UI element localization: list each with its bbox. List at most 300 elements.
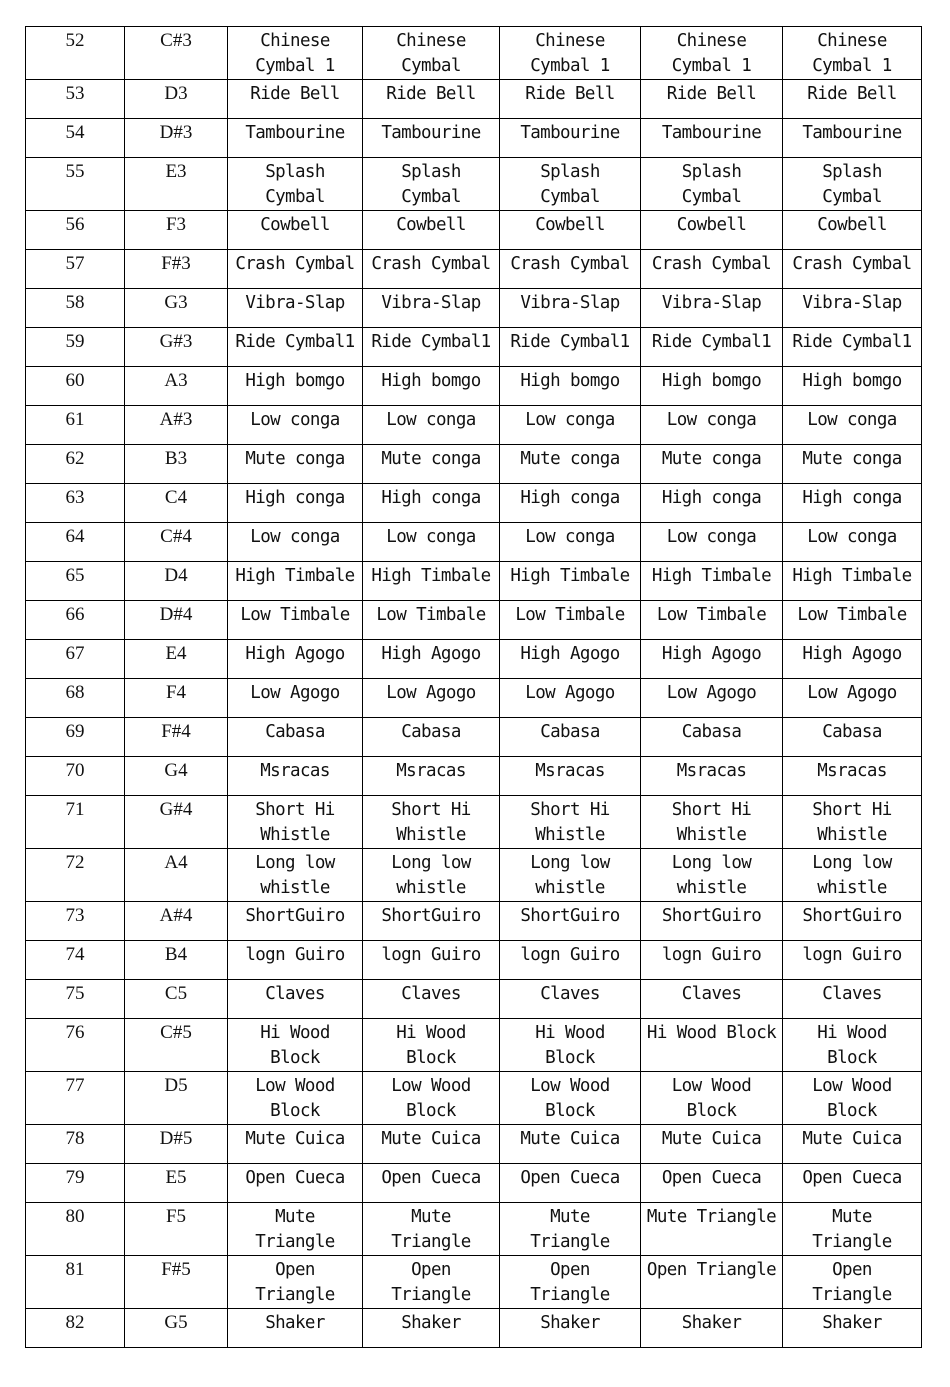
- instrument-cell: Low Timbale: [783, 601, 922, 640]
- instrument-line: Whistle: [396, 825, 466, 845]
- instrument-line: Mute: [832, 1207, 872, 1227]
- table-row: [26, 1019, 922, 1072]
- instrument-cell: Low conga: [641, 406, 783, 445]
- instrument-cell: Shaker: [228, 1309, 363, 1348]
- instrument-cell: Cabasa: [228, 718, 363, 757]
- instrument-line: Splash: [822, 162, 882, 182]
- instrument-cell: Tambourine: [363, 119, 500, 158]
- instrument-cell: Mute Cuica: [641, 1125, 783, 1164]
- instrument-cell: High Timbale: [500, 562, 641, 601]
- table-row: [26, 27, 922, 80]
- instrument-line: Hi Wood: [260, 1023, 330, 1043]
- note-number-cell: 56: [26, 211, 125, 250]
- instrument-cell: [641, 158, 783, 211]
- instrument-cell: Cowbell: [363, 211, 500, 250]
- instrument-cell: Msracas: [228, 757, 363, 796]
- instrument-cell: Ride Bell: [363, 80, 500, 119]
- note-name-cell: E5: [125, 1164, 228, 1203]
- instrument-line: Triangle: [391, 1232, 471, 1252]
- instrument-line: Cymbal: [401, 187, 461, 207]
- instrument-cell: Ride Cymbal1: [783, 328, 922, 367]
- instrument-cell: [363, 1203, 500, 1256]
- note-name-cell: D#4: [125, 601, 228, 640]
- instrument-cell: Cowbell: [500, 211, 641, 250]
- note-name-cell: D#3: [125, 119, 228, 158]
- note-name-cell: C#5: [125, 1019, 228, 1072]
- note-number-cell: 54: [26, 119, 125, 158]
- instrument-cell: [228, 1019, 363, 1072]
- instrument-cell: Cowbell: [641, 211, 783, 250]
- instrument-line: Low Wood: [391, 1076, 471, 1096]
- instrument-cell: Claves: [500, 980, 641, 1019]
- instrument-line: Triangle: [530, 1232, 610, 1252]
- instrument-line: Open: [411, 1260, 451, 1280]
- instrument-cell: High Agogo: [783, 640, 922, 679]
- instrument-cell: [641, 796, 783, 849]
- instrument-cell: Shaker: [641, 1309, 783, 1348]
- table-row: [26, 757, 922, 796]
- instrument-cell: Vibra-Slap: [783, 289, 922, 328]
- instrument-cell: Mute conga: [363, 445, 500, 484]
- instrument-cell: Msracas: [783, 757, 922, 796]
- instrument-line: Whistle: [817, 825, 887, 845]
- note-number-cell: 62: [26, 445, 125, 484]
- instrument-line: Open: [275, 1260, 315, 1280]
- instrument-line: Cymbal: [265, 187, 325, 207]
- instrument-cell: Msracas: [363, 757, 500, 796]
- table-row: [26, 1256, 922, 1309]
- instrument-cell: [363, 1019, 500, 1072]
- instrument-cell: [228, 1256, 363, 1309]
- instrument-cell: [500, 1256, 641, 1309]
- table-row: [26, 445, 922, 484]
- instrument-cell: Low conga: [783, 406, 922, 445]
- instrument-line: Triangle: [255, 1232, 335, 1252]
- instrument-cell: Low Timbale: [641, 601, 783, 640]
- table-row: [26, 1072, 922, 1125]
- instrument-line: Long low: [812, 853, 892, 873]
- instrument-cell: [363, 796, 500, 849]
- table-row: [26, 211, 922, 250]
- instrument-cell: Low Agogo: [500, 679, 641, 718]
- note-number-cell: 69: [26, 718, 125, 757]
- instrument-line: Cymbal 1: [255, 56, 335, 76]
- instrument-line: Mute: [275, 1207, 315, 1227]
- note-number-cell: 63: [26, 484, 125, 523]
- instrument-cell: Mute Cuica: [500, 1125, 641, 1164]
- note-number-cell: 71: [26, 796, 125, 849]
- instrument-line: Chinese: [817, 31, 887, 51]
- instrument-cell: Ride Bell: [641, 80, 783, 119]
- instrument-line: Triangle: [391, 1285, 471, 1305]
- instrument-cell: Low conga: [783, 523, 922, 562]
- note-name-cell: F5: [125, 1203, 228, 1256]
- instrument-cell: Hi Wood Block: [641, 1019, 783, 1072]
- instrument-line: Block: [270, 1048, 320, 1068]
- instrument-line: whistle: [535, 878, 605, 898]
- instrument-cell: [783, 27, 922, 80]
- table-row: [26, 158, 922, 211]
- instrument-cell: Claves: [228, 980, 363, 1019]
- instrument-line: Triangle: [812, 1285, 892, 1305]
- instrument-cell: Low Timbale: [500, 601, 641, 640]
- instrument-line: Cymbal 1: [671, 56, 752, 76]
- instrument-cell: ShortGuiro: [783, 902, 922, 941]
- instrument-line: Low Wood: [530, 1076, 610, 1096]
- instrument-line: Chinese: [676, 31, 747, 51]
- instrument-cell: High Agogo: [641, 640, 783, 679]
- instrument-cell: Open Cueca: [228, 1164, 363, 1203]
- instrument-line: whistle: [260, 878, 330, 898]
- table-row: [26, 980, 922, 1019]
- instrument-cell: [500, 27, 641, 80]
- instrument-line: Triangle: [530, 1285, 610, 1305]
- instrument-cell: [783, 1019, 922, 1072]
- instrument-cell: Crash Cymbal: [228, 250, 363, 289]
- instrument-cell: [228, 27, 363, 80]
- instrument-cell: [228, 849, 363, 902]
- instrument-line: Chinese: [396, 31, 466, 51]
- instrument-cell: Open Triangle: [641, 1256, 783, 1309]
- instrument-cell: Ride Bell: [783, 80, 922, 119]
- instrument-line: Short Hi: [671, 800, 752, 820]
- instrument-cell: Open Cueca: [641, 1164, 783, 1203]
- instrument-cell: High conga: [363, 484, 500, 523]
- instrument-cell: High Timbale: [783, 562, 922, 601]
- note-name-cell: C5: [125, 980, 228, 1019]
- instrument-cell: Low conga: [228, 406, 363, 445]
- table-row: [26, 1203, 922, 1256]
- instrument-cell: Tambourine: [228, 119, 363, 158]
- table-row: [26, 328, 922, 367]
- table-row: [26, 1164, 922, 1203]
- instrument-cell: logn Guiro: [641, 941, 783, 980]
- note-name-cell: A3: [125, 367, 228, 406]
- table-row: [26, 796, 922, 849]
- note-number-cell: 67: [26, 640, 125, 679]
- instrument-cell: logn Guiro: [363, 941, 500, 980]
- instrument-line: Whistle: [535, 825, 605, 845]
- instrument-line: Cymbal 1: [812, 56, 892, 76]
- instrument-line: Cymbal: [822, 187, 882, 207]
- instrument-line: whistle: [396, 878, 466, 898]
- note-number-cell: 68: [26, 679, 125, 718]
- instrument-cell: Low conga: [500, 406, 641, 445]
- note-number-cell: 55: [26, 158, 125, 211]
- instrument-cell: High Agogo: [363, 640, 500, 679]
- instrument-cell: [783, 1072, 922, 1125]
- table-row: [26, 523, 922, 562]
- instrument-cell: [641, 27, 783, 80]
- instrument-cell: High Timbale: [641, 562, 783, 601]
- note-number-cell: 70: [26, 757, 125, 796]
- instrument-cell: [228, 1072, 363, 1125]
- table-row: [26, 119, 922, 158]
- instrument-cell: Ride Bell: [500, 80, 641, 119]
- note-number-cell: 66: [26, 601, 125, 640]
- instrument-cell: Claves: [363, 980, 500, 1019]
- note-number-cell: 74: [26, 941, 125, 980]
- note-name-cell: C4: [125, 484, 228, 523]
- instrument-cell: Cabasa: [641, 718, 783, 757]
- instrument-line: whistle: [676, 878, 747, 898]
- instrument-cell: High Timbale: [363, 562, 500, 601]
- note-number-cell: 76: [26, 1019, 125, 1072]
- note-name-cell: G5: [125, 1309, 228, 1348]
- instrument-cell: Tambourine: [500, 119, 641, 158]
- note-name-cell: D3: [125, 80, 228, 119]
- instrument-cell: Low conga: [228, 523, 363, 562]
- instrument-cell: Shaker: [500, 1309, 641, 1348]
- instrument-line: Low Wood: [671, 1076, 752, 1096]
- table-row: [26, 679, 922, 718]
- instrument-line: Long low: [255, 853, 335, 873]
- note-name-cell: D4: [125, 562, 228, 601]
- instrument-cell: [641, 1072, 783, 1125]
- table-row: [26, 1125, 922, 1164]
- instrument-line: Block: [827, 1048, 877, 1068]
- instrument-line: Hi Wood: [396, 1023, 466, 1043]
- instrument-cell: [228, 796, 363, 849]
- instrument-cell: Claves: [783, 980, 922, 1019]
- instrument-cell: Ride Bell: [228, 80, 363, 119]
- instrument-line: Open: [832, 1260, 872, 1280]
- instrument-line: Whistle: [676, 825, 747, 845]
- instrument-cell: Low Agogo: [783, 679, 922, 718]
- instrument-line: Mute: [550, 1207, 590, 1227]
- table-row: [26, 718, 922, 757]
- instrument-cell: [363, 27, 500, 80]
- instrument-cell: Low conga: [363, 523, 500, 562]
- note-number-cell: 53: [26, 80, 125, 119]
- instrument-line: Block: [686, 1101, 737, 1121]
- instrument-cell: High bomgo: [783, 367, 922, 406]
- instrument-line: whistle: [817, 878, 887, 898]
- note-number-cell: 81: [26, 1256, 125, 1309]
- instrument-cell: Mute conga: [228, 445, 363, 484]
- note-name-cell: D5: [125, 1072, 228, 1125]
- instrument-cell: Mute Cuica: [228, 1125, 363, 1164]
- table-row: [26, 484, 922, 523]
- note-name-cell: E4: [125, 640, 228, 679]
- instrument-line: Low Wood: [255, 1076, 335, 1096]
- instrument-cell: Shaker: [783, 1309, 922, 1348]
- table-row: [26, 367, 922, 406]
- note-name-cell: F#5: [125, 1256, 228, 1309]
- note-number-cell: 73: [26, 902, 125, 941]
- instrument-cell: ShortGuiro: [363, 902, 500, 941]
- table-row: [26, 640, 922, 679]
- instrument-line: Block: [827, 1101, 877, 1121]
- note-name-cell: C#3: [125, 27, 228, 80]
- instrument-cell: Mute conga: [500, 445, 641, 484]
- instrument-line: Hi Wood: [535, 1023, 605, 1043]
- note-number-cell: 60: [26, 367, 125, 406]
- note-name-cell: F#4: [125, 718, 228, 757]
- instrument-line: Block: [545, 1048, 595, 1068]
- instrument-cell: Crash Cymbal: [783, 250, 922, 289]
- instrument-cell: Ride Cymbal1: [228, 328, 363, 367]
- instrument-line: Splash: [540, 162, 600, 182]
- instrument-cell: [228, 158, 363, 211]
- instrument-cell: Vibra-Slap: [228, 289, 363, 328]
- table-row: [26, 941, 922, 980]
- table-row: [26, 250, 922, 289]
- instrument-line: Low Wood: [812, 1076, 892, 1096]
- instrument-line: Splash: [681, 162, 742, 182]
- instrument-cell: Tambourine: [783, 119, 922, 158]
- instrument-cell: Low conga: [500, 523, 641, 562]
- instrument-cell: High conga: [783, 484, 922, 523]
- table-row: [26, 1309, 922, 1348]
- note-number-cell: 79: [26, 1164, 125, 1203]
- instrument-line: Cymbal: [681, 187, 742, 207]
- instrument-cell: Low conga: [641, 523, 783, 562]
- note-number-cell: 65: [26, 562, 125, 601]
- instrument-cell: Low Agogo: [641, 679, 783, 718]
- instrument-cell: [783, 796, 922, 849]
- note-number-cell: 78: [26, 1125, 125, 1164]
- note-number-cell: 72: [26, 849, 125, 902]
- instrument-cell: Cabasa: [500, 718, 641, 757]
- instrument-cell: Vibra-Slap: [500, 289, 641, 328]
- instrument-cell: High conga: [641, 484, 783, 523]
- instrument-cell: [363, 158, 500, 211]
- instrument-cell: Open Cueca: [783, 1164, 922, 1203]
- note-name-cell: C#4: [125, 523, 228, 562]
- instrument-cell: Mute conga: [641, 445, 783, 484]
- note-number-cell: 57: [26, 250, 125, 289]
- note-number-cell: 77: [26, 1072, 125, 1125]
- instrument-cell: Mute conga: [783, 445, 922, 484]
- instrument-cell: Crash Cymbal: [363, 250, 500, 289]
- instrument-cell: Cabasa: [783, 718, 922, 757]
- instrument-cell: [363, 1072, 500, 1125]
- instrument-line: Splash: [401, 162, 461, 182]
- note-name-cell: F#3: [125, 250, 228, 289]
- instrument-line: Cymbal: [540, 187, 600, 207]
- instrument-cell: High Timbale: [228, 562, 363, 601]
- instrument-cell: logn Guiro: [783, 941, 922, 980]
- instrument-line: Block: [406, 1048, 456, 1068]
- instrument-cell: High Agogo: [228, 640, 363, 679]
- instrument-cell: Ride Cymbal1: [641, 328, 783, 367]
- note-name-cell: B4: [125, 941, 228, 980]
- instrument-cell: Low conga: [363, 406, 500, 445]
- instrument-cell: Low Timbale: [228, 601, 363, 640]
- note-number-cell: 82: [26, 1309, 125, 1348]
- instrument-cell: High bomgo: [500, 367, 641, 406]
- instrument-line: Cymbal 1: [530, 56, 610, 76]
- instrument-line: Triangle: [255, 1285, 335, 1305]
- instrument-cell: Ride Cymbal1: [363, 328, 500, 367]
- instrument-line: Block: [406, 1101, 456, 1121]
- instrument-line: Hi Wood: [817, 1023, 887, 1043]
- drum-mapping-table: [25, 26, 922, 1348]
- table-row: [26, 289, 922, 328]
- note-name-cell: E3: [125, 158, 228, 211]
- note-name-cell: B3: [125, 445, 228, 484]
- note-number-cell: 59: [26, 328, 125, 367]
- note-number-cell: 52: [26, 27, 125, 80]
- instrument-cell: High bomgo: [228, 367, 363, 406]
- instrument-cell: Crash Cymbal: [500, 250, 641, 289]
- instrument-line: Cymbal: [401, 56, 461, 76]
- instrument-line: Short Hi: [255, 800, 335, 820]
- instrument-cell: Open Cueca: [500, 1164, 641, 1203]
- instrument-line: Whistle: [260, 825, 330, 845]
- instrument-cell: Cowbell: [228, 211, 363, 250]
- instrument-line: Short Hi: [812, 800, 892, 820]
- instrument-cell: [783, 1256, 922, 1309]
- instrument-cell: Mute Cuica: [363, 1125, 500, 1164]
- table-row: [26, 849, 922, 902]
- instrument-line: Splash: [265, 162, 325, 182]
- table-row: [26, 902, 922, 941]
- instrument-cell: High bomgo: [641, 367, 783, 406]
- instrument-cell: Low Timbale: [363, 601, 500, 640]
- table-row: [26, 80, 922, 119]
- instrument-cell: Shaker: [363, 1309, 500, 1348]
- instrument-line: Chinese: [535, 31, 605, 51]
- note-name-cell: A4: [125, 849, 228, 902]
- instrument-cell: Cabasa: [363, 718, 500, 757]
- instrument-line: Chinese: [260, 31, 330, 51]
- table-row: [26, 406, 922, 445]
- instrument-cell: [363, 1256, 500, 1309]
- instrument-line: Short Hi: [530, 800, 610, 820]
- instrument-cell: Mute Cuica: [783, 1125, 922, 1164]
- instrument-cell: [783, 1203, 922, 1256]
- instrument-cell: Mute Triangle: [641, 1203, 783, 1256]
- instrument-cell: High conga: [228, 484, 363, 523]
- instrument-cell: High Agogo: [500, 640, 641, 679]
- instrument-line: Long low: [671, 853, 752, 873]
- instrument-cell: [500, 1072, 641, 1125]
- instrument-cell: [500, 1203, 641, 1256]
- instrument-cell: Vibra-Slap: [641, 289, 783, 328]
- instrument-cell: Ride Cymbal1: [500, 328, 641, 367]
- instrument-cell: Msracas: [641, 757, 783, 796]
- note-name-cell: G3: [125, 289, 228, 328]
- instrument-cell: Tambourine: [641, 119, 783, 158]
- instrument-cell: Cowbell: [783, 211, 922, 250]
- instrument-cell: Open Cueca: [363, 1164, 500, 1203]
- instrument-cell: [500, 1019, 641, 1072]
- instrument-cell: High conga: [500, 484, 641, 523]
- note-name-cell: G#4: [125, 796, 228, 849]
- instrument-cell: [500, 849, 641, 902]
- instrument-cell: logn Guiro: [500, 941, 641, 980]
- instrument-line: Mute: [411, 1207, 451, 1227]
- note-name-cell: F4: [125, 679, 228, 718]
- instrument-cell: [783, 849, 922, 902]
- instrument-cell: ShortGuiro: [500, 902, 641, 941]
- instrument-cell: Low Agogo: [228, 679, 363, 718]
- note-number-cell: 61: [26, 406, 125, 445]
- instrument-line: Triangle: [812, 1232, 892, 1252]
- instrument-line: Short Hi: [391, 800, 471, 820]
- instrument-cell: [500, 796, 641, 849]
- instrument-cell: Vibra-Slap: [363, 289, 500, 328]
- note-number-cell: 75: [26, 980, 125, 1019]
- table-row: [26, 562, 922, 601]
- note-name-cell: A#3: [125, 406, 228, 445]
- note-number-cell: 80: [26, 1203, 125, 1256]
- instrument-cell: logn Guiro: [228, 941, 363, 980]
- instrument-line: Open: [550, 1260, 590, 1280]
- note-number-cell: 58: [26, 289, 125, 328]
